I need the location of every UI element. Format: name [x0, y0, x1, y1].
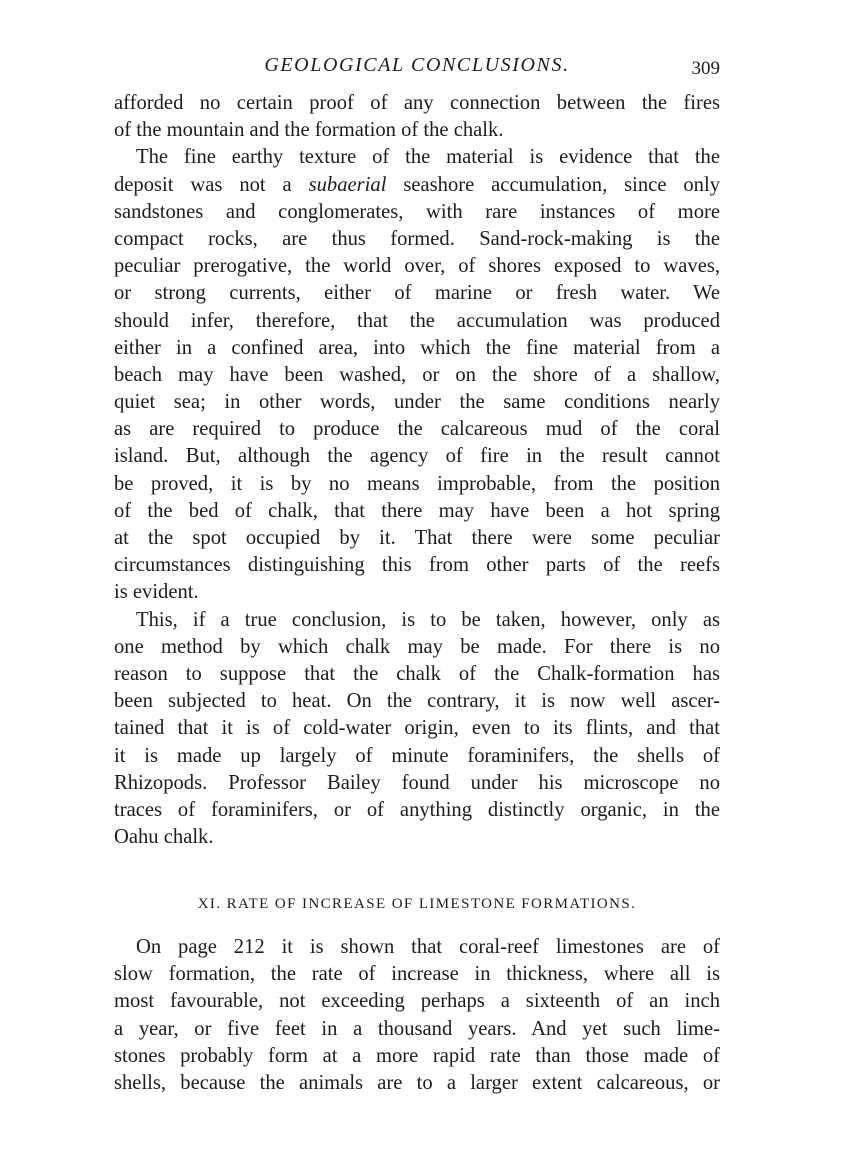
body-text-top — [114, 90, 720, 851]
text-fragment: seashore accumulation, since only — [386, 173, 720, 196]
text-line: Oahu chalk. — [114, 826, 214, 849]
text-line: it is made up largely of minute foraminifers, the shells of — [114, 744, 720, 767]
text-line: most favourable, not exceeding perhaps a sixteenth of an inch — [114, 990, 720, 1013]
text-line-with-italic — [114, 172, 720, 199]
section-heading: XI. RATE OF INCREASE OF LIMESTONE FORMATIONS. — [197, 896, 637, 912]
text-line: shells, because the animals are to a larger extent calcareous, or — [114, 1071, 720, 1094]
text-line: either in a confined area, into which the fine material from a — [114, 336, 720, 359]
text-line: peculiar prerogative, the world over, of shores exposed to waves, — [114, 255, 720, 278]
text-line: island. But, although the agency of fire in the result cannot — [114, 445, 720, 468]
text-line: stones probably form at a more rapid rate than those made of — [114, 1044, 720, 1067]
page-number: 309 — [691, 58, 720, 79]
text-line: sandstones and conglomerates, with rare instances of more — [114, 200, 720, 223]
text-line: On page 212 it is shown that coral-reef limestones are of — [136, 936, 720, 958]
text-line: beach may have been washed, or on the shore of a shallow, — [114, 363, 720, 386]
text-line: compact rocks, are thus formed. Sand-rock-making is the — [114, 227, 720, 250]
text-line: or strong currents, either of marine or fresh water. We — [114, 282, 720, 305]
running-title: GEOLOGICAL CONCLUSIONS. — [264, 54, 570, 76]
text-line: one method by which chalk may be made. For there is no — [114, 635, 720, 658]
text-line: traces of foraminifers, or of anything distinctly organic, in the — [114, 798, 720, 821]
text-line: should infer, therefore, that the accumulation was produced — [114, 309, 720, 332]
text-line: tained that it is of cold-water origin, even to its flints, and that — [114, 717, 720, 740]
text-line: of the mountain and the formation of the chalk. — [114, 119, 504, 142]
text-line: been subjected to heat. On the contrary, it is now well ascer- — [114, 690, 720, 713]
text-line: be proved, it is by no means improbable, from the position — [114, 472, 720, 495]
text-line: afforded no certain proof of any connection between the fires — [114, 92, 720, 114]
text-line: Rhizopods. Professor Bailey found under his microscope no — [114, 771, 720, 794]
text-line: circumstances distinguishing this from other parts of the reefs — [114, 554, 720, 577]
text-line: as are required to produce the calcareous mud of the coral — [114, 418, 720, 441]
text-line: slow formation, the rate of increase in thickness, where all is — [114, 963, 720, 986]
text-line: is evident. — [114, 581, 199, 604]
text-line: at the spot occupied by it. That there were some peculiar — [114, 527, 720, 549]
running-head — [114, 52, 720, 80]
text-line: The fine earthy texture of the material is evidence that the — [136, 146, 720, 169]
text-line: a year, or five feet in a thousand years. And yet such lime- — [114, 1017, 720, 1040]
text-fragment: deposit was not a — [114, 173, 309, 196]
text-line: quiet sea; in other words, under the same conditions nearly — [114, 391, 720, 414]
text-line: of the bed of chalk, that there may have been a hot spring — [114, 499, 720, 522]
italic-word: subaerial — [308, 173, 387, 196]
text-line: reason to suppose that the chalk of the Chalk-formation has — [114, 662, 720, 685]
body-text-bottom — [114, 934, 720, 1097]
text-line: This, if a true conclusion, is to be taken, however, only as — [136, 608, 720, 631]
